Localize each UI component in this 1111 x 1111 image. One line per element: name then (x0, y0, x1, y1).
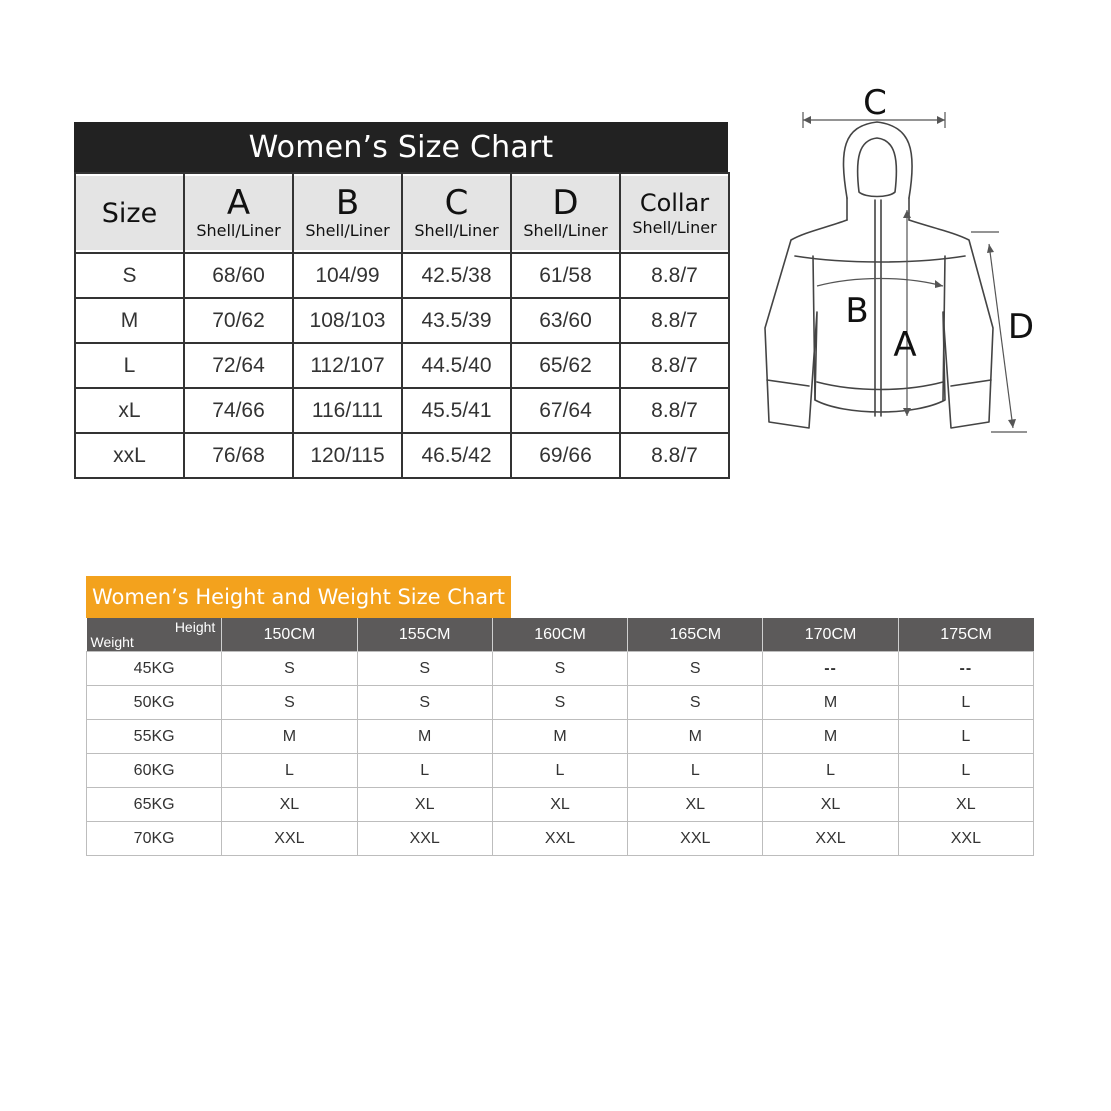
column-header-sub: Shell/Liner (196, 221, 281, 240)
table-cell: S (492, 686, 627, 720)
table-cell: L (763, 754, 898, 788)
column-header-sub: Shell/Liner (305, 221, 390, 240)
table-cell: XXL (628, 822, 763, 856)
table-cell: XL (628, 788, 763, 822)
table-row (75, 343, 729, 388)
weight-cell: 50KG (87, 686, 222, 720)
table-cell: 61/58 (511, 253, 620, 298)
collar-outline (847, 198, 909, 220)
column-header-sub: Shell/Liner (523, 221, 608, 240)
table-row (75, 433, 729, 478)
column-header-label: D (552, 183, 579, 223)
height-weight-table (86, 618, 1034, 856)
table-cell: M (492, 720, 627, 754)
size-chart-title: Women’s Size Chart (74, 122, 728, 172)
table-cell: M (628, 720, 763, 754)
jacket-diagram (755, 80, 1045, 450)
table-cell: L (492, 754, 627, 788)
zipper-line (875, 200, 881, 416)
table-row (87, 686, 1034, 720)
table-cell: 104/99 (293, 253, 402, 298)
height-header: 160CM (492, 618, 627, 652)
column-header-a (184, 173, 293, 253)
table-cell: 108/103 (293, 298, 402, 343)
hem-seam (817, 382, 943, 390)
table-cell: 45.5/41 (402, 388, 511, 433)
table-cell: S (628, 652, 763, 686)
corner-header (87, 618, 222, 652)
corner-weight-label: Weight (90, 634, 134, 650)
height-weight-chart-title: Women’s Height and Weight Size Chart (86, 576, 511, 618)
table-cell: 74/66 (184, 388, 293, 433)
weight-cell: 65KG (87, 788, 222, 822)
label-c: C (863, 83, 887, 123)
size-cell: M (75, 298, 184, 343)
table-row (87, 652, 1034, 686)
size-header-cell (75, 173, 184, 253)
corner-height-label: Height (174, 619, 216, 635)
table-cell: XL (222, 788, 357, 822)
weight-cell: 60KG (87, 754, 222, 788)
table-cell: S (357, 652, 492, 686)
height-header: 170CM (763, 618, 898, 652)
height-header: 175CM (898, 618, 1033, 652)
column-header-sub: Shell/Liner (632, 218, 717, 237)
table-cell: 120/115 (293, 433, 402, 478)
table-cell: 65/62 (511, 343, 620, 388)
table-cell: 70/62 (184, 298, 293, 343)
table-cell: 72/64 (184, 343, 293, 388)
column-header-collar (620, 173, 729, 253)
table-cell: M (222, 720, 357, 754)
label-b: B (845, 291, 869, 331)
table-cell: XXL (357, 822, 492, 856)
table-cell: XXL (898, 822, 1033, 856)
column-header-sub: Shell/Liner (414, 221, 499, 240)
size-cell: L (75, 343, 184, 388)
size-header-label: Size (101, 197, 158, 229)
jacket-body-outline (765, 220, 993, 428)
table-cell: 43.5/39 (402, 298, 511, 343)
table-cell: S (628, 686, 763, 720)
table-cell: 69/66 (511, 433, 620, 478)
size-cell: S (75, 253, 184, 298)
table-cell: S (492, 652, 627, 686)
side-panel-lines (813, 256, 945, 400)
table-cell: L (628, 754, 763, 788)
table-cell: L (898, 686, 1033, 720)
size-chart (74, 122, 728, 479)
table-cell: 8.8/7 (620, 253, 729, 298)
table-cell: XL (763, 788, 898, 822)
height-header-row (87, 618, 1034, 652)
table-row (87, 788, 1034, 822)
table-cell: 67/64 (511, 388, 620, 433)
table-cell: XL (357, 788, 492, 822)
table-row (87, 720, 1034, 754)
weight-cell: 45KG (87, 652, 222, 686)
weight-cell: 70KG (87, 822, 222, 856)
weight-cell: 55KG (87, 720, 222, 754)
yoke-line (795, 256, 965, 262)
table-cell: XXL (222, 822, 357, 856)
table-cell: -- (763, 652, 898, 686)
table-row (87, 822, 1034, 856)
table-cell: 44.5/40 (402, 343, 511, 388)
table-cell: XL (898, 788, 1033, 822)
table-cell: S (222, 686, 357, 720)
size-cell: xxL (75, 433, 184, 478)
height-header: 155CM (357, 618, 492, 652)
table-cell: M (357, 720, 492, 754)
table-cell: 112/107 (293, 343, 402, 388)
table-cell: 8.8/7 (620, 433, 729, 478)
table-cell: 42.5/38 (402, 253, 511, 298)
hood-opening (858, 138, 897, 197)
table-cell: 116/111 (293, 388, 402, 433)
size-table (74, 172, 730, 479)
column-header-c (402, 173, 511, 253)
table-cell: -- (898, 652, 1033, 686)
column-header-label: A (226, 183, 251, 223)
size-table-header (75, 173, 729, 253)
column-header-label: C (444, 183, 469, 223)
table-cell: S (357, 686, 492, 720)
table-cell: XXL (492, 822, 627, 856)
table-row (75, 388, 729, 433)
column-header-label: Collar (639, 189, 710, 217)
table-cell: 63/60 (511, 298, 620, 343)
table-cell: 46.5/42 (402, 433, 511, 478)
height-header: 165CM (628, 618, 763, 652)
table-cell: 8.8/7 (620, 298, 729, 343)
table-cell: M (763, 686, 898, 720)
table-row (75, 298, 729, 343)
hood-outline (843, 122, 912, 198)
table-cell: L (898, 754, 1033, 788)
table-row (75, 253, 729, 298)
table-cell: L (222, 754, 357, 788)
height-header: 150CM (222, 618, 357, 652)
table-cell: S (222, 652, 357, 686)
table-cell: 8.8/7 (620, 343, 729, 388)
column-header-d (511, 173, 620, 253)
table-cell: 76/68 (184, 433, 293, 478)
label-d: D (1007, 307, 1035, 347)
table-cell: XL (492, 788, 627, 822)
column-header-b (293, 173, 402, 253)
table-row (87, 754, 1034, 788)
table-cell: 8.8/7 (620, 388, 729, 433)
table-cell: L (898, 720, 1033, 754)
table-cell: L (357, 754, 492, 788)
label-a: A (893, 325, 917, 365)
table-cell: M (763, 720, 898, 754)
table-cell: XXL (763, 822, 898, 856)
column-header-label: B (335, 183, 360, 223)
cuff-lines (767, 380, 991, 386)
table-cell: 68/60 (184, 253, 293, 298)
size-cell: xL (75, 388, 184, 433)
